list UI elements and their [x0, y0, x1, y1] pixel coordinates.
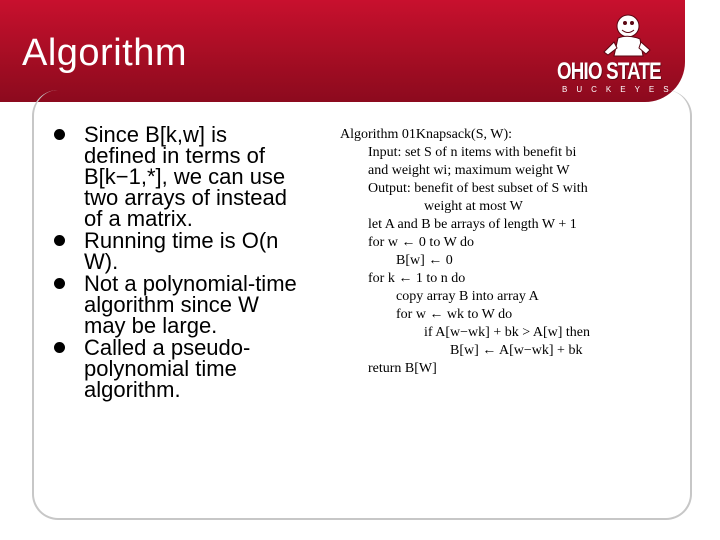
- algorithm-line: for w ← 0 to W do: [368, 235, 475, 250]
- algorithm-input: Input: set S of n items with benefit bi: [368, 145, 577, 160]
- brutus-mascot-icon: [604, 15, 650, 56]
- algorithm-header: Algorithm 01Knapsack(S, W):: [340, 127, 512, 142]
- bullet-item: [54, 230, 304, 272]
- bullet-text: Called a pseudo-polynomial time algorithm.: [84, 335, 251, 402]
- algorithm-line: B[w] ← 0: [396, 253, 453, 268]
- algorithm-output-cont: weight at most W: [424, 199, 523, 214]
- slide-title: Algorithm: [22, 32, 187, 74]
- bullet-item: [54, 273, 304, 336]
- logo-subtitle: BUCKEYES: [562, 85, 678, 94]
- algorithm-line: return B[W]: [368, 361, 437, 376]
- bullet-list: [54, 124, 304, 401]
- algorithm-pseudocode: [340, 126, 670, 378]
- bullet-item: [54, 124, 304, 229]
- algorithm-line: for k ← 1 to n do: [368, 271, 466, 286]
- algorithm-output: Output: benefit of best subset of S with: [368, 181, 588, 196]
- algorithm-line: if A[w−wk] + bk > A[w] then: [424, 325, 590, 340]
- algorithm-line: copy array B into array A: [396, 289, 539, 304]
- bullet-dot-icon: [54, 235, 65, 246]
- bullet-dot-icon: [54, 342, 65, 353]
- bullet-dot-icon: [54, 278, 65, 289]
- algorithm-input-cont: and weight wi; maximum weight W: [368, 163, 570, 178]
- bullet-dot-icon: [54, 129, 65, 140]
- bullet-text: Not a polynomial-time algorithm since W may be large.: [84, 271, 297, 338]
- algorithm-line: B[w] ← A[w−wk] + bk: [450, 343, 583, 358]
- bullet-text: Running time is O(n W).: [84, 228, 281, 274]
- logo-wordmark: OHIO STATE: [557, 58, 661, 85]
- bullet-item: [54, 337, 304, 400]
- bullet-text: Since B[k,w] is defined in terms of B[k−1,*], we can use two arrays of instead of a matrix.: [84, 122, 287, 231]
- algorithm-line: let A and B be arrays of length W + 1: [368, 217, 577, 232]
- algorithm-line: for w ← wk to W do: [396, 307, 513, 322]
